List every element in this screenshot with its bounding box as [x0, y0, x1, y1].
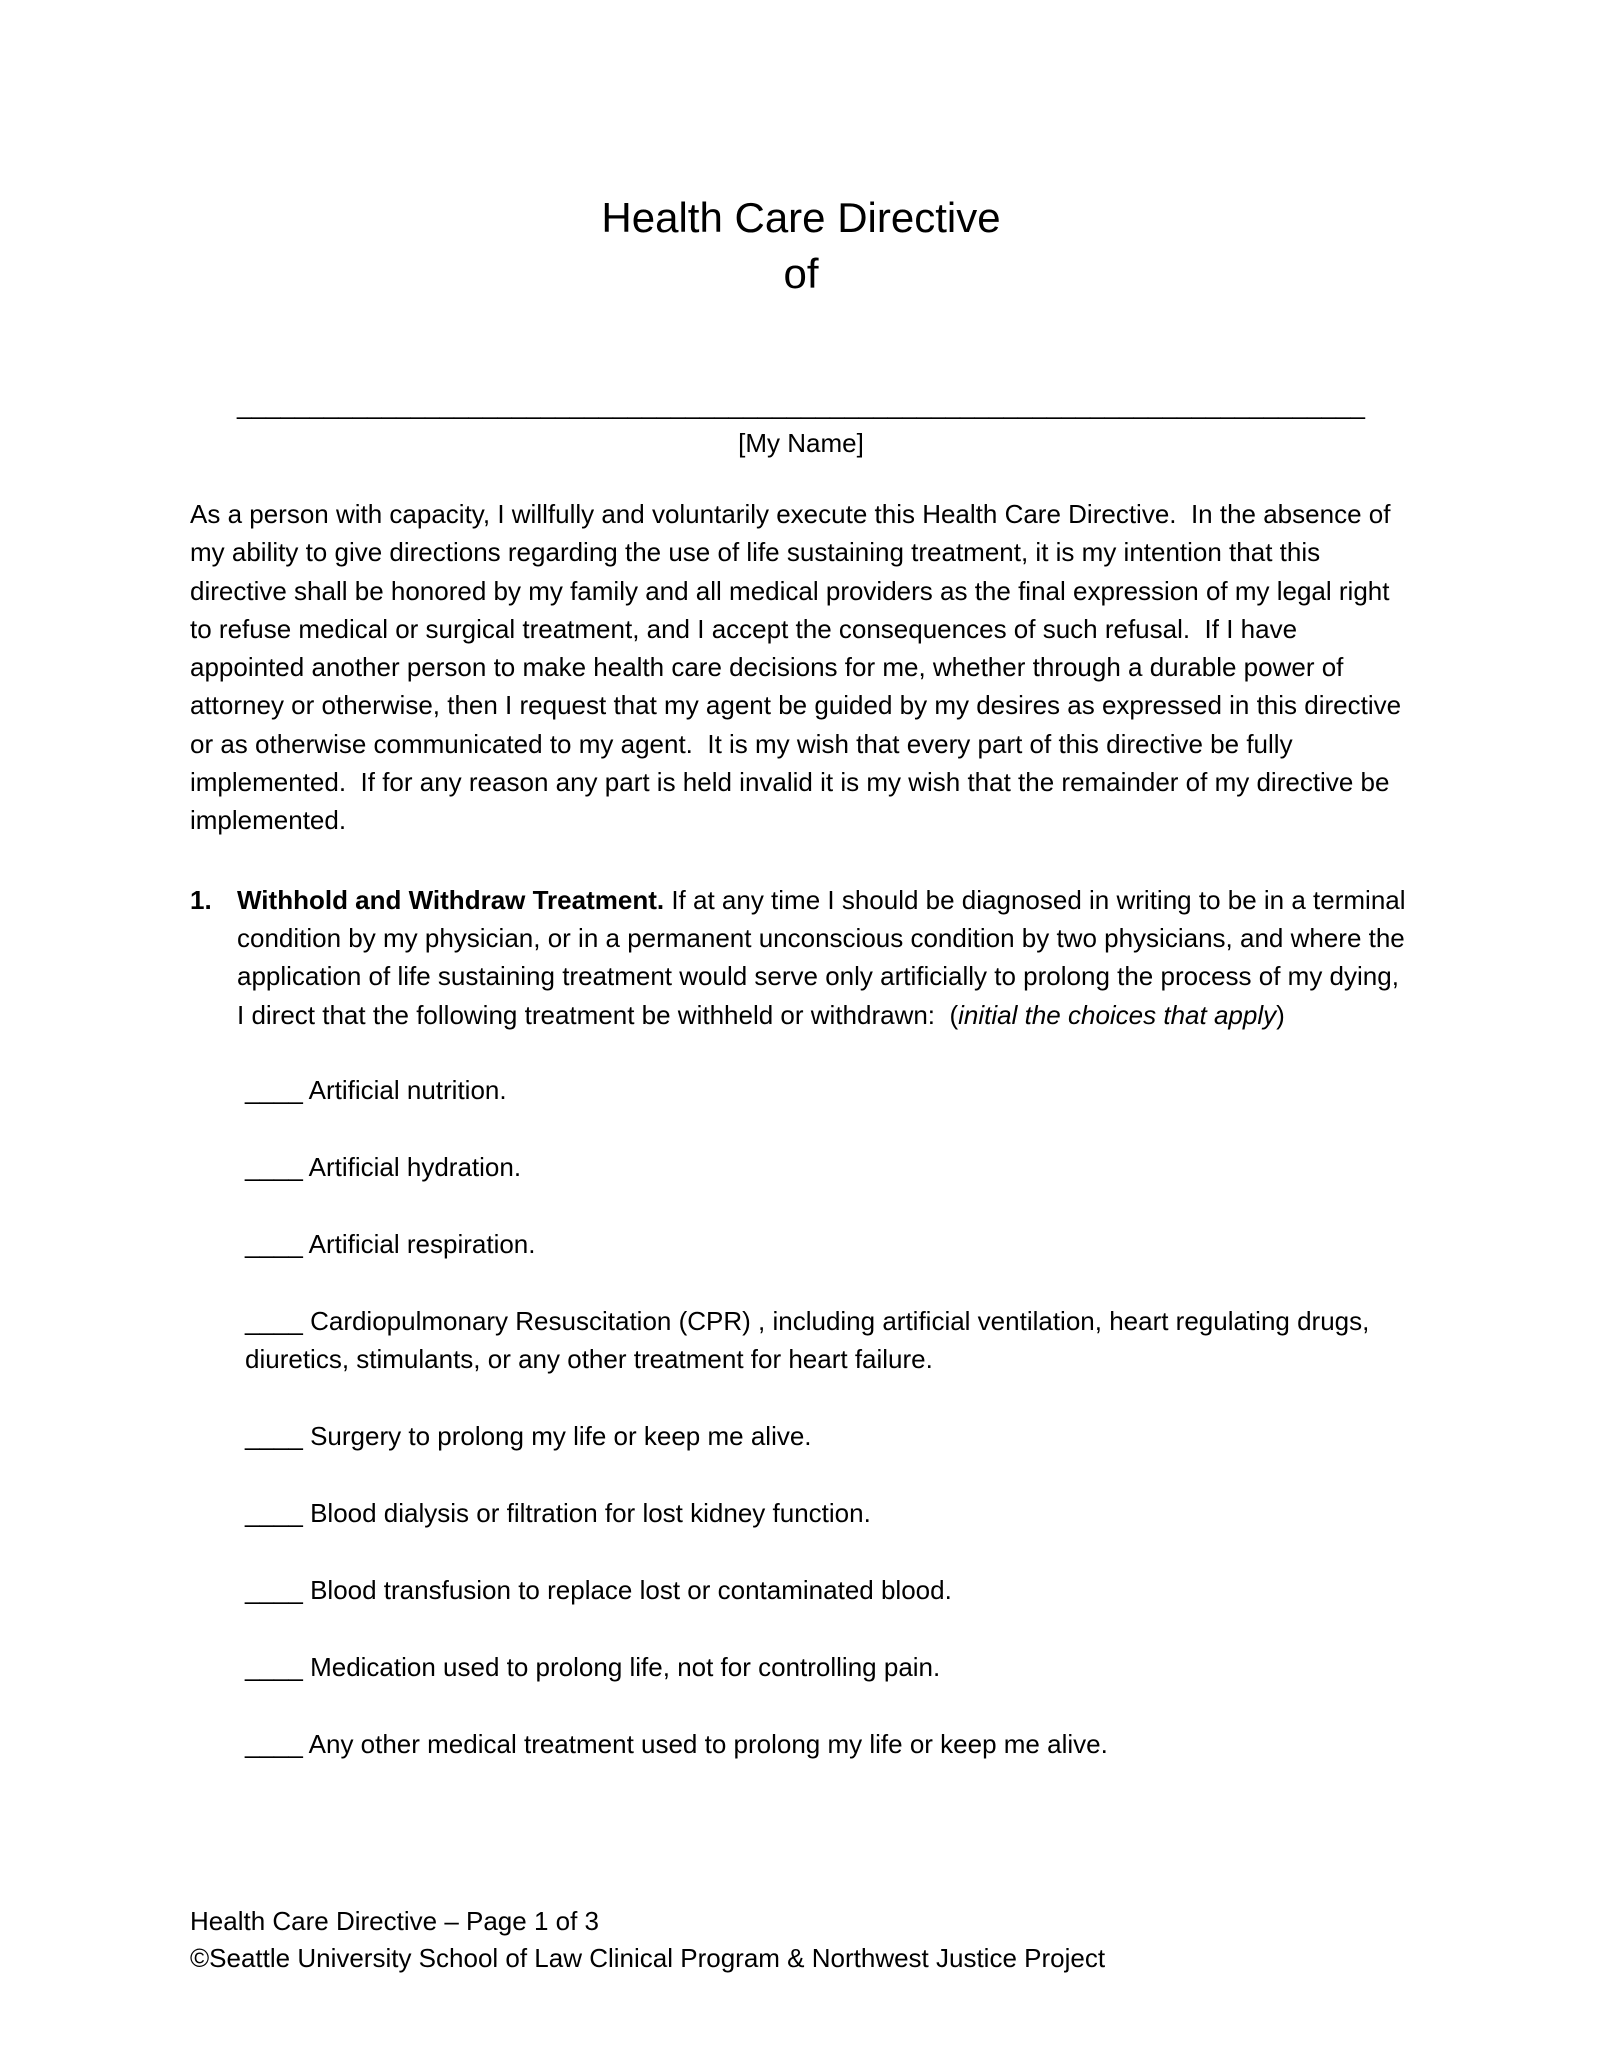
choice-label: Medication used to prolong life, not for controlling pain. [310, 1652, 941, 1683]
choice-label: Blood dialysis or filtration for lost kidney function. [310, 1498, 871, 1529]
choice-item [245, 1725, 1412, 1763]
section-1-heading: Withhold and Withdraw Treatment. [237, 884, 665, 915]
choice-item [245, 1494, 1412, 1532]
my-name-label: [My Name] [738, 428, 864, 458]
choice-label: Any other medical treatment used to prolong my life or keep me alive. [308, 1729, 1108, 1760]
choice-label: Artificial nutrition. [308, 1074, 507, 1105]
initial-blank[interactable]: ____ [245, 1421, 311, 1452]
choice-item [245, 1571, 1412, 1609]
choice-item [245, 1417, 1412, 1455]
title-line-2: of [783, 250, 819, 297]
title-line-1: Health Care Directive [601, 194, 1001, 241]
initial-blank[interactable]: ____ [245, 1729, 309, 1760]
section-1-body: If at any time I should be diagnosed in writing to be in a terminal condition by my physician, or in a permanent unconscious condition by two physicians, and where the application of life sustaining treatment would serve only artificially to prolong the process of my dying, I direct that the following treatment be withheld or withdrawn: ( [237, 884, 1413, 1030]
choice-item [245, 1148, 1412, 1186]
document-title [190, 190, 1412, 302]
choice-label: Blood transfusion to replace lost or contaminated blood. [310, 1575, 952, 1606]
choice-item [245, 1071, 1412, 1109]
initial-blank[interactable]: ____ [245, 1305, 311, 1336]
choice-label: Cardiopulmonary Resuscitation (CPR) , including artificial ventilation, heart regulating drugs, diuretics, stimulants, or any other treatment for heart failure. [245, 1305, 1377, 1375]
choice-item [245, 1648, 1412, 1686]
name-blank-line[interactable]: ______________________________________________________________________________ [237, 390, 1365, 420]
page-content [0, 190, 1600, 1763]
choice-item [245, 1302, 1412, 1379]
choice-item [245, 1225, 1412, 1263]
initial-blank[interactable]: ____ [245, 1498, 311, 1529]
choice-label: Artificial respiration. [308, 1228, 536, 1259]
choice-label: Surgery to prolong my life or keep me alive. [310, 1421, 812, 1452]
section-1-close-paren: ) [1276, 999, 1285, 1030]
section-1-number: 1. [190, 884, 212, 915]
initial-blank[interactable]: ____ [245, 1228, 309, 1259]
initial-blank[interactable]: ____ [245, 1575, 311, 1606]
page-footer [190, 1903, 1105, 1977]
footer-copyright: ©Seattle University School of Law Clinical Program & Northwest Justice Project [190, 1943, 1106, 1973]
section-1-instruction: initial the choices that apply [958, 999, 1277, 1030]
footer-page-number: Health Care Directive – Page 1 of 3 [190, 1906, 599, 1936]
choice-label: Artificial hydration. [308, 1151, 522, 1182]
intro-paragraph: As a person with capacity, I willfully and voluntarily execute this Health Care Directive. In the absence of my ability to give directions regarding the use of life sustaining treatment, it is my intention that this directive shall be honored by my family and all medical providers as the final expression of my legal right to refuse medical or surgical treatment, and I accept the consequences of such refusal. If I have appointed another person to make health care decisions for me, whether through a durable power of attorney or otherwise, then I request that my agent be guided by my desires as expressed in this directive or as otherwise communicated to my agent. It is my wish that every part of this directive be fully implemented. If for any reason any part is held invalid it is my wish that the remainder of my directive be implemented. [190, 499, 1409, 836]
choices-list [190, 1071, 1412, 1763]
initial-blank[interactable]: ____ [245, 1151, 309, 1182]
initial-blank[interactable]: ____ [245, 1652, 311, 1683]
section-1-paragraph [190, 881, 1412, 1034]
initial-blank[interactable]: ____ [245, 1074, 309, 1105]
